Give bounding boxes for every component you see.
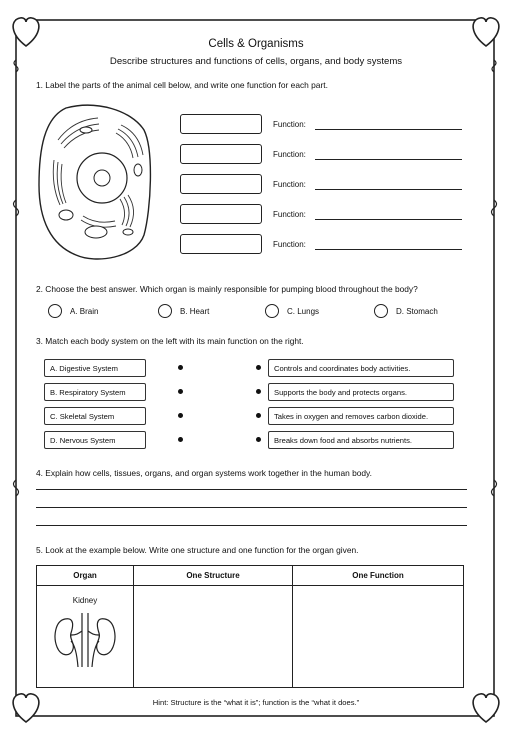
header-function: One Function [293, 566, 464, 586]
system-box-d: D. Nervous System [44, 431, 146, 449]
cell-label-box-3[interactable] [180, 174, 262, 194]
match-dot-right[interactable] [256, 365, 261, 370]
match-dot-left[interactable] [178, 437, 183, 442]
function-box-4: Breaks down food and absorbs nutrients. [268, 431, 454, 449]
organ-name: Kidney [72, 596, 98, 605]
cell-label-box-5[interactable] [180, 234, 262, 254]
system-box-a: A. Digestive System [44, 359, 146, 377]
function-line-2[interactable] [315, 159, 462, 160]
animal-cell-diagram [36, 100, 156, 265]
header-organ: Organ [37, 566, 134, 586]
choice-c[interactable] [265, 304, 319, 318]
system-box-c: C. Skeletal System [44, 407, 146, 425]
match-dot-right[interactable] [256, 389, 261, 394]
function-line-5[interactable] [315, 249, 462, 250]
page-title: Cells & Organisms [208, 38, 304, 50]
function-line-1[interactable] [315, 129, 462, 130]
match-dot-right[interactable] [256, 437, 261, 442]
match-dot-right[interactable] [256, 413, 261, 418]
radio-button[interactable] [48, 304, 62, 318]
radio-button[interactable] [374, 304, 388, 318]
match-dot-left[interactable] [178, 365, 183, 370]
function-box-1: Controls and coordinates body activities. [268, 359, 454, 377]
match-dot-left[interactable] [178, 389, 183, 394]
answer-line-1[interactable] [36, 489, 467, 490]
function-label: Function: [273, 210, 306, 219]
function-label: Function: [273, 120, 306, 129]
question-2-prompt: 2. Choose the best answer. Which organ is mainly responsible for pumping blood throughout the body? [36, 284, 418, 294]
question-5-prompt: 5. Look at the example below. Write one structure and one function for the organ given. [36, 545, 359, 555]
question-1-prompt: 1. Label the parts of the animal cell below, and write one function for each part. [36, 80, 328, 90]
cell-label-box-1[interactable] [180, 114, 262, 134]
question-4-prompt: 4. Explain how cells, tissues, organs, and organ systems work together in the human body. [36, 468, 372, 478]
organ-table [36, 565, 464, 688]
radio-button[interactable] [265, 304, 279, 318]
choice-d[interactable] [374, 304, 438, 318]
kidney-icon [51, 611, 119, 669]
function-box-2: Supports the body and protects organs. [268, 383, 454, 401]
choice-label: D. Stomach [396, 306, 438, 316]
system-box-b: B. Respiratory System [44, 383, 146, 401]
function-label: Function: [273, 240, 306, 249]
hint-text: Hint: Structure is the “what it is”; function is the “what it does.” [152, 698, 360, 707]
organ-cell [37, 586, 134, 688]
choice-label: B. Heart [180, 306, 210, 316]
match-dot-left[interactable] [178, 413, 183, 418]
function-line-4[interactable] [315, 219, 462, 220]
structure-answer-cell[interactable] [134, 586, 293, 688]
answer-line-3[interactable] [36, 525, 467, 526]
function-box-3: Takes in oxygen and removes carbon dioxide. [268, 407, 454, 425]
choice-label: C. Lungs [287, 306, 320, 316]
choice-label: A. Brain [70, 306, 99, 316]
header-structure: One Structure [134, 566, 293, 586]
cell-label-box-4[interactable] [180, 204, 262, 224]
function-answer-cell[interactable] [293, 586, 464, 688]
function-line-3[interactable] [315, 189, 462, 190]
radio-button[interactable] [158, 304, 172, 318]
choice-a[interactable] [48, 304, 98, 318]
page-subtitle: Describe structures and functions of cells, organs, and body systems [109, 56, 403, 67]
question-3-prompt: 3. Match each body system on the left with its main function on the right. [36, 336, 304, 346]
function-label: Function: [273, 180, 306, 189]
function-label: Function: [273, 150, 306, 159]
choice-b[interactable] [158, 304, 209, 318]
cell-label-box-2[interactable] [180, 144, 262, 164]
answer-line-2[interactable] [36, 507, 467, 508]
